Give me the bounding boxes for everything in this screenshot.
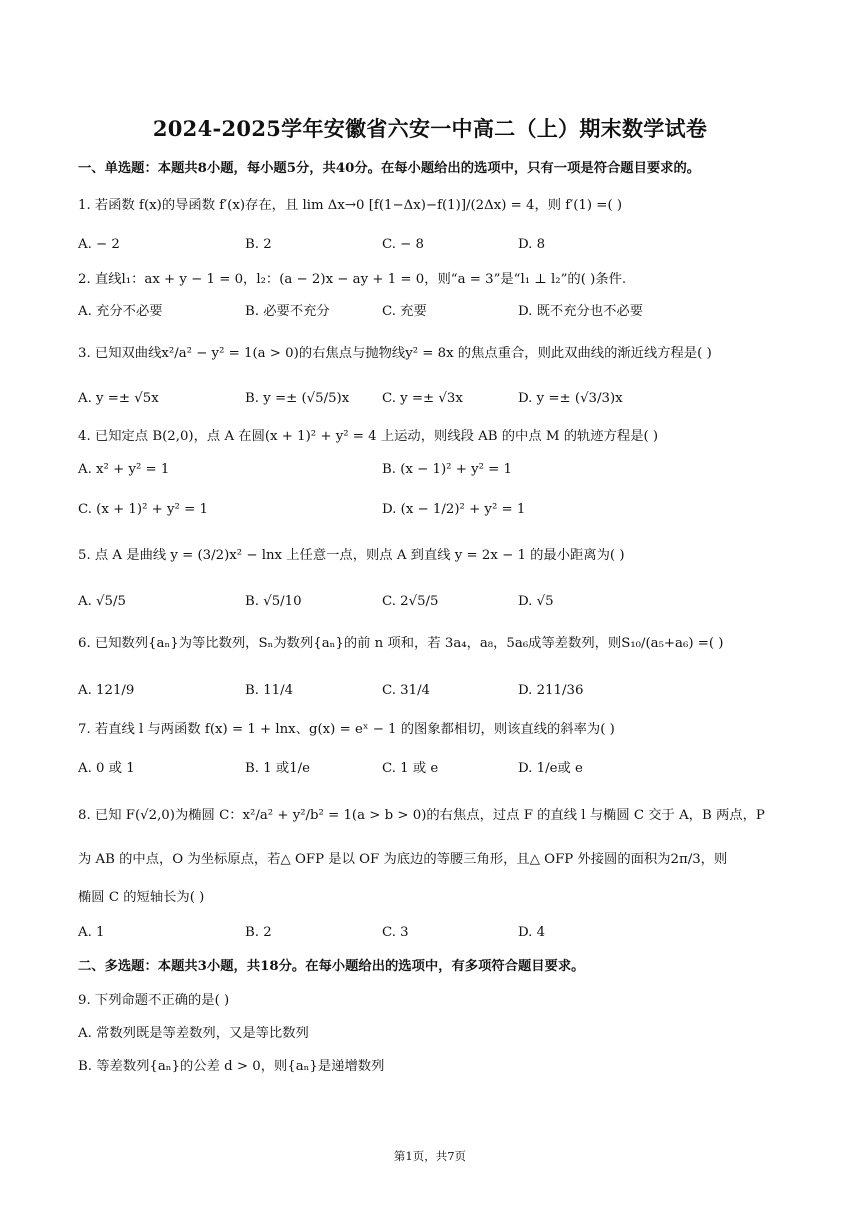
q6-option-c: C. 31/4 [382, 683, 431, 698]
q4-option-d: D. (x − 1/2)² + y² = 1 [382, 502, 526, 517]
q9-option-b: B. 等差数列{aₙ}的公差 d > 0，则{aₙ}是递增数列 [78, 1059, 385, 1074]
question-7-text: 7. 若直线 l 与两函数 f(x) = 1 + lnx、g(x) = eˣ − 1 的图象都相切，则该直线的斜率为( ) [78, 722, 615, 737]
q7-option-a: A. 0 或 1 [78, 761, 135, 776]
q1-option-b: B. 2 [245, 237, 272, 252]
q1-option-c: C. − 8 [382, 237, 424, 252]
q4-option-c: C. (x + 1)² + y² = 1 [78, 502, 208, 517]
question-3-text: 3. 已知双曲线x²/a² − y² = 1(a > 0)的右焦点与抛物线y² = 8x 的焦点重合，则此双曲线的渐近线方程是( ) [78, 346, 712, 361]
question-2-text: 2. 直线l₁：ax + y − 1 = 0，l₂：(a − 2)x − ay + 1 = 0，则“a = 3”是“l₁ ⊥ l₂”的( )条件. [78, 272, 627, 287]
q5-option-b: B. √5/10 [245, 594, 302, 609]
q7-option-c: C. 1 或 e [382, 761, 439, 776]
q5-option-d: D. √5 [518, 594, 554, 609]
q8-option-d: D. 4 [518, 925, 546, 940]
question-9-text: 9. 下列命题不正确的是( ) [78, 993, 230, 1008]
section-single-choice-heading: 一、单选题：本题共8小题，每小题5分，共40分。在每小题给出的选项中，只有一项是符合题目要求的。 [78, 161, 701, 176]
q1-option-d: D. 8 [518, 237, 546, 252]
question-8-line-2: 为 AB 的中点，O 为坐标原点，若△ OFP 是以 OF 为底边的等腰三角形，且△ OFP 外接圆的面积为2π/3，则 [78, 852, 728, 867]
page-footer: 第1页，共7页 [393, 1149, 467, 1163]
q2-option-d: D. 既不充分也不必要 [518, 304, 644, 319]
question-6-text: 6. 已知数列{aₙ}为等比数列，Sₙ为数列{aₙ}的前 n 项和，若 3a₄，a₈，5a₆成等差数列，则S₁₀/(a₅+a₆) =( ) [78, 636, 724, 651]
q3-option-c: C. y =± √3x [382, 391, 463, 406]
q6-option-d: D. 211/36 [518, 683, 584, 698]
section-multiple-choice-heading: 二、多选题：本题共3小题，共18分。在每小题给出的选项中，有多项符合题目要求。 [78, 959, 585, 974]
q8-option-a: A. 1 [78, 925, 105, 940]
question-1-text: 1. 若函数 f(x)的导函数 f′(x)存在，且 lim Δx→0 [f(1−Δx)−f(1)]/(2Δx) = 4，则 f′(1) =( ) [78, 198, 623, 213]
q2-option-a: A. 充分不必要 [78, 304, 163, 319]
q7-option-b: B. 1 或1/e [245, 761, 311, 776]
q3-option-a: A. y =± √5x [78, 391, 159, 406]
q6-option-a: A. 121/9 [78, 683, 135, 698]
q8-option-c: C. 3 [382, 925, 409, 940]
question-4-text: 4. 已知定点 B(2,0)，点 A 在圆(x + 1)² + y² = 4 上运动，则线段 AB 的中点 M 的轨迹方程是( ) [78, 429, 659, 444]
q3-option-b: B. y =± (√5/5)x [245, 391, 350, 406]
q5-option-c: C. 2√5/5 [382, 594, 439, 609]
question-8-line-1: 8. 已知 F(√2,0)为椭圆 C：x²/a² + y²/b² = 1(a > b > 0)的右焦点，过点 F 的直线 l 与椭圆 C 交于 A，B 两点，P [78, 808, 765, 823]
q5-option-a: A. √5/5 [78, 594, 126, 609]
q1-option-a: A. − 2 [78, 237, 120, 252]
question-5-text: 5. 点 A 是曲线 y = (3/2)x² − lnx 上任意一点，则点 A 到直线 y = 2x − 1 的最小距离为( ) [78, 548, 625, 563]
question-8-line-3: 椭圆 C 的短轴长为( ) [78, 890, 205, 905]
q4-option-a: A. x² + y² = 1 [78, 462, 170, 477]
q2-option-b: B. 必要不充分 [245, 304, 330, 319]
q4-option-b: B. (x − 1)² + y² = 1 [382, 462, 512, 477]
q3-option-d: D. y =± (√3/3)x [518, 391, 623, 406]
q2-option-c: C. 充要 [382, 304, 427, 319]
q9-option-a: A. 常数列既是等差数列，又是等比数列 [78, 1026, 309, 1041]
q7-option-d: D. 1/e或 e [518, 761, 583, 776]
exam-title: 2024-2025学年安徽省六安一中高二（上）期末数学试卷 [152, 116, 708, 141]
q8-option-b: B. 2 [245, 925, 272, 940]
q6-option-b: B. 11/4 [245, 683, 294, 698]
